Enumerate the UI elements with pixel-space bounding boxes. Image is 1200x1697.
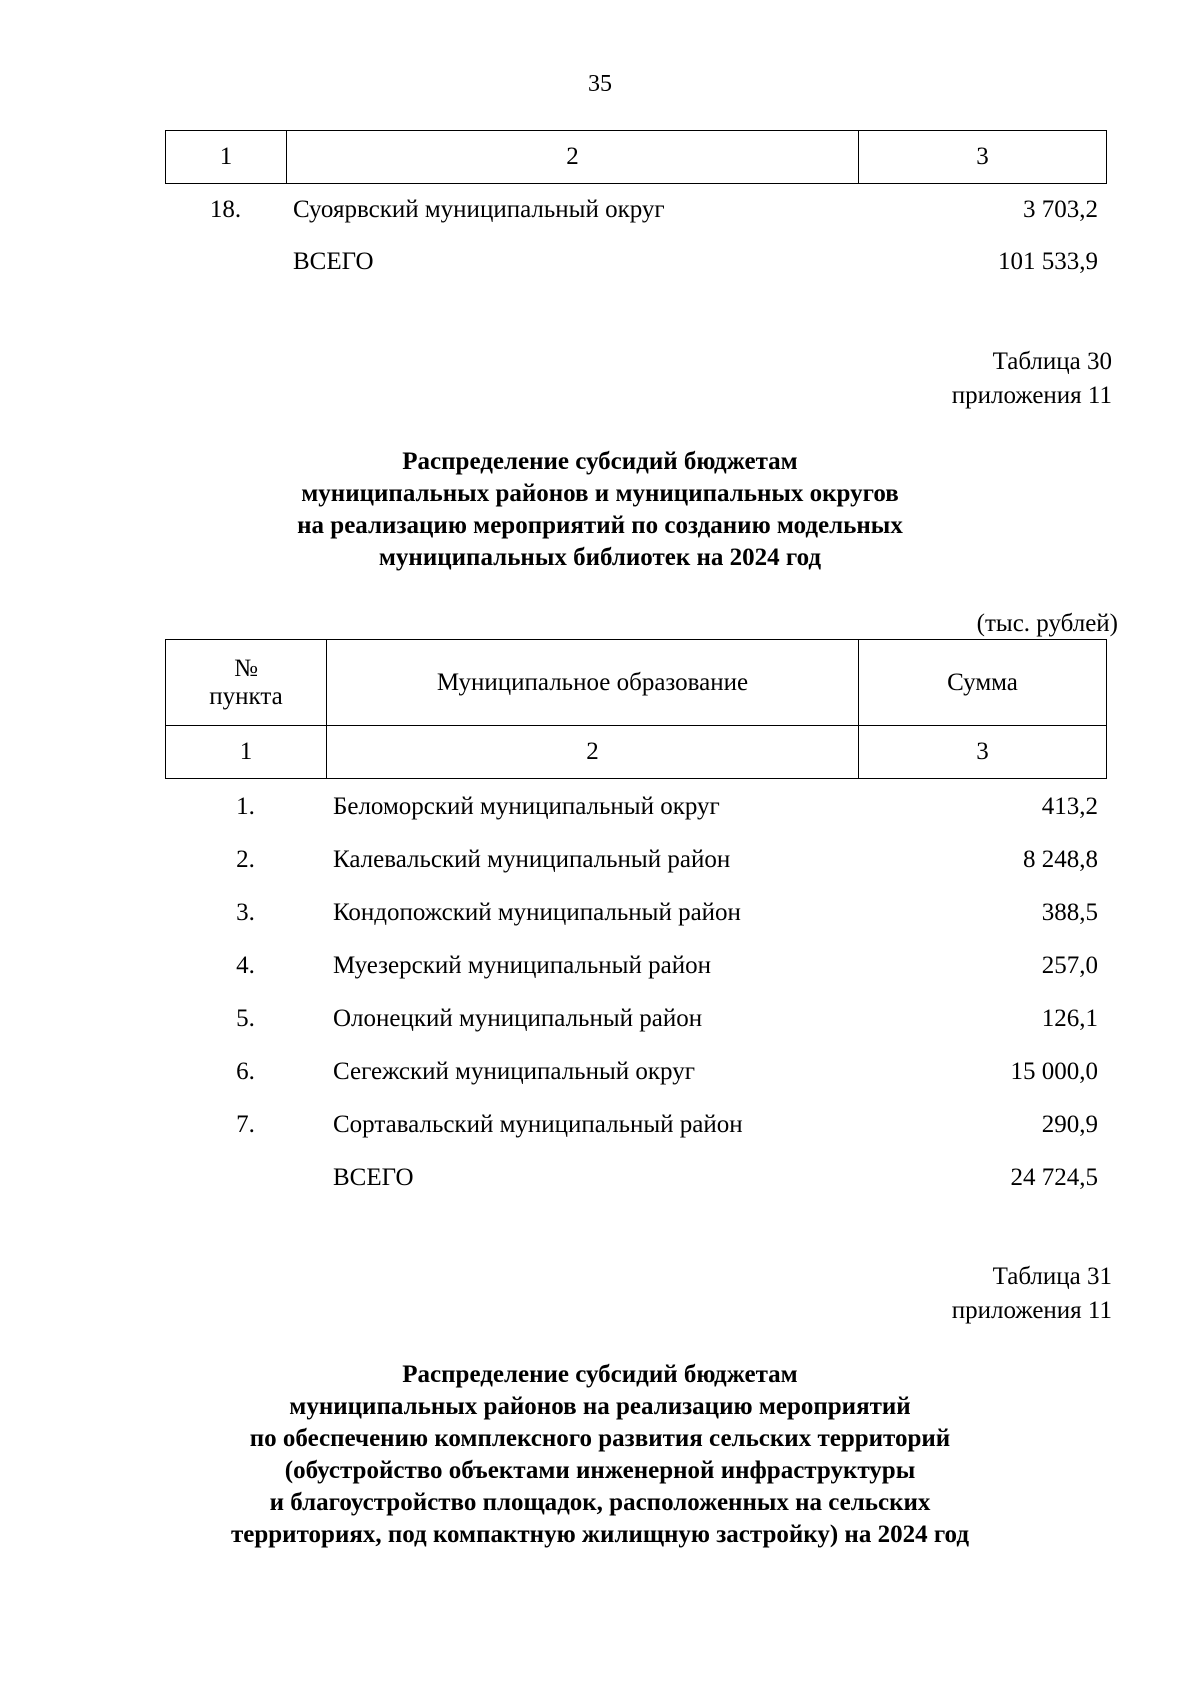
table-row-municipality: Муезерский муниципальный район bbox=[333, 952, 711, 979]
total-amount: 24 724,5 bbox=[1010, 1164, 1098, 1191]
table-row-number: 3. bbox=[236, 899, 255, 926]
total-amount: 101 533,9 bbox=[998, 248, 1098, 275]
table-row-amount: 413,2 bbox=[1041, 793, 1098, 820]
table-row-number: 2. bbox=[236, 846, 255, 873]
title-line: муниципальных районов и муниципальных округов bbox=[301, 480, 899, 507]
table-row-number: 7. bbox=[236, 1111, 255, 1138]
title-line: муниципальных библиотек на 2024 год bbox=[378, 544, 822, 571]
header-sum: Сумма bbox=[859, 640, 1107, 726]
column-number-2: 2 bbox=[287, 131, 859, 184]
column-number-1: 1 bbox=[166, 726, 327, 779]
header-number-sign: № bbox=[234, 654, 258, 682]
table30-caption-number: Таблица 30 bbox=[992, 348, 1112, 375]
title-line: территориях, под компактную жилищную застройку) на 2024 год bbox=[231, 1521, 969, 1548]
units-label: (тыс. рублей) bbox=[976, 610, 1118, 637]
table-row-municipality: Кондопожский муниципальный район bbox=[333, 899, 741, 926]
table-row-number: 6. bbox=[236, 1058, 255, 1085]
title-line: Распределение субсидий бюджетам bbox=[402, 448, 798, 475]
title-line: Распределение субсидий бюджетам bbox=[402, 1361, 798, 1388]
table30-caption-appendix: приложения 11 bbox=[951, 382, 1112, 409]
row-municipality: Суоярвский муниципальный округ bbox=[293, 196, 665, 223]
table30-caption bbox=[952, 345, 1112, 413]
column-number-3: 3 bbox=[859, 131, 1107, 184]
title-line: на реализацию мероприятий по созданию модельных bbox=[297, 512, 903, 539]
table-row-municipality: Калевальский муниципальный район bbox=[333, 846, 731, 873]
table-row-amount: 8 248,8 bbox=[1023, 846, 1098, 873]
column-number-1: 1 bbox=[166, 131, 287, 184]
continuation-table-header bbox=[165, 130, 1107, 184]
header-item-number bbox=[166, 640, 327, 726]
total-label: ВСЕГО bbox=[293, 248, 374, 275]
table-row-municipality: Олонецкий муниципальный район bbox=[333, 1005, 703, 1032]
table-row-municipality: Сегежский муниципальный округ bbox=[333, 1058, 695, 1085]
column-number-2: 2 bbox=[327, 726, 859, 779]
table-row-amount: 15 000,0 bbox=[1010, 1058, 1098, 1085]
table30-title bbox=[0, 446, 1200, 574]
table31-caption-appendix: приложения 11 bbox=[951, 1297, 1112, 1324]
table30-header bbox=[165, 639, 1107, 779]
table31-caption bbox=[952, 1260, 1112, 1328]
table-row-number: 5. bbox=[236, 1005, 255, 1032]
table-row-number: 1. bbox=[236, 793, 255, 820]
total-label: ВСЕГО bbox=[333, 1164, 414, 1191]
page-number: 35 bbox=[588, 71, 612, 97]
table31-caption-number: Таблица 31 bbox=[992, 1263, 1112, 1290]
title-line: по обеспечению комплексного развития сельских территорий bbox=[249, 1425, 951, 1452]
column-number-3: 3 bbox=[859, 726, 1107, 779]
table-row-municipality: Сортавальский муниципальный район bbox=[333, 1111, 743, 1138]
title-line: и благоустройство площадок, расположенных на сельских bbox=[269, 1489, 931, 1516]
table31-title bbox=[0, 1359, 1200, 1551]
header-number-word: пункта bbox=[209, 682, 283, 710]
title-line: муниципальных районов на реализацию мероприятий bbox=[289, 1393, 911, 1420]
row-amount: 3 703,2 bbox=[1023, 196, 1098, 223]
table-row-amount: 290,9 bbox=[1041, 1111, 1098, 1138]
header-municipality: Муниципальное образование bbox=[327, 640, 859, 726]
table-row-amount: 257,0 bbox=[1041, 952, 1098, 979]
table-row-municipality: Беломорский муниципальный округ bbox=[333, 793, 720, 820]
row-number: 18. bbox=[209, 196, 242, 223]
table-row-amount: 388,5 bbox=[1041, 899, 1098, 926]
table-row-number: 4. bbox=[236, 952, 255, 979]
title-line: (обустройство объектами инженерной инфраструктуры bbox=[284, 1457, 916, 1484]
table-row-amount: 126,1 bbox=[1041, 1005, 1098, 1032]
